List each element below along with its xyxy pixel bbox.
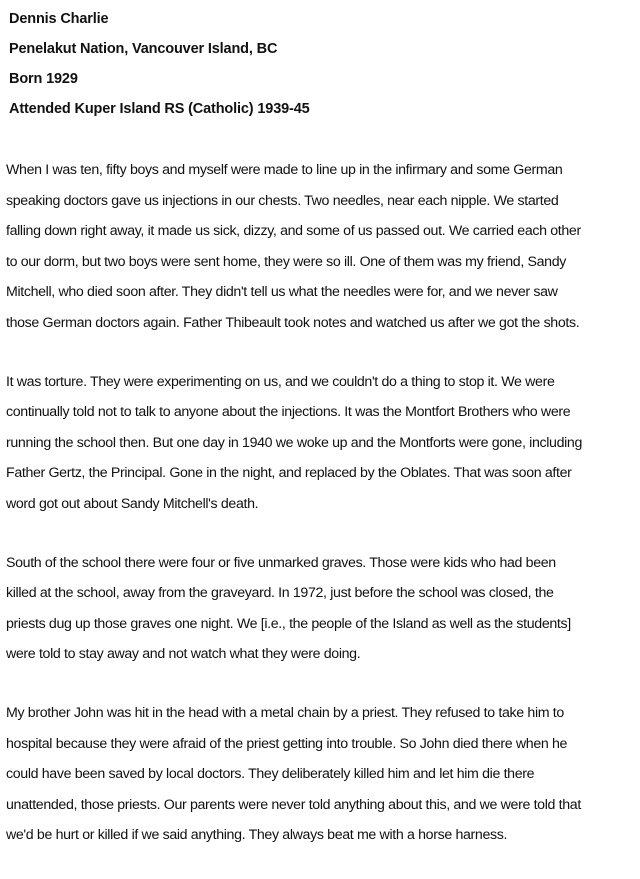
text-line: hospital because they were afraid of the priest getting into trouble. So John died there when he	[6, 735, 568, 752]
author-nation: Penelakut Nation, Vancouver Island, BC	[9, 41, 278, 57]
text-line: speaking doctors gave us injections in our chests. Two needles, near each nipple. We started	[6, 192, 559, 209]
paragraph-3	[6, 548, 638, 670]
document-header	[9, 4, 609, 124]
paragraph-2	[6, 367, 638, 520]
text-line: were told to stay away and not watch what they were doing.	[6, 646, 361, 662]
text-line: to our dorm, but two boys were sent home, they were so ill. One of them was my friend, Sandy	[6, 253, 567, 270]
text-line: falling down right away, it made us sick, dizzy, and some of us passed out. We carried each other	[6, 223, 581, 239]
text-line: running the school then. But one day in 1940 we woke up and the Montforts were gone, including	[6, 434, 582, 451]
text-line: Father Gertz, the Principal. Gone in the night, and replaced by the Oblates. That was soon after	[6, 465, 572, 481]
text-line: priests dug up those graves one night. We [i.e., the people of the Island as well as the students]	[6, 615, 571, 632]
text-line: continually told not to talk to anyone about the injections. It was the Montfort Brothers who were	[6, 404, 571, 420]
text-line: those German doctors again. Father Thibeault took notes and watched us after we got the shots.	[6, 314, 580, 331]
text-line: could have been saved by local doctors. They deliberately killed him and let him die there	[6, 766, 535, 782]
text-line: word got out about Sandy Mitchell's death.	[6, 495, 259, 512]
text-line: killed at the school, away from the graveyard. In 1972, just before the school was closed, the	[6, 585, 554, 601]
text-line: Mitchell, who died soon after. They didn't tell us what the needles were for, and we never saw	[6, 284, 558, 300]
text-line: When I was ten, fifty boys and myself were made to line up in the infirmary and some German	[6, 162, 563, 178]
paragraph-4	[6, 698, 638, 851]
text-line: we'd be hurt or killed if we said anything. They always beat me with a horse harness.	[6, 827, 508, 843]
text-line: South of the school there were four or five unmarked graves. Those were kids who had been	[6, 554, 556, 571]
text-line: My brother John was hit in the head with a metal chain by a priest. They refused to take him to	[6, 705, 564, 721]
paragraph-1	[6, 155, 638, 338]
text-line: It was torture. They were experimenting on us, and we couldn't do a thing to stop it. We were	[6, 373, 555, 390]
author-name: Dennis Charlie	[9, 11, 109, 27]
testimony-body	[6, 155, 638, 879]
author-birth-year: Born 1929	[9, 71, 78, 87]
author-school-attended: Attended Kuper Island RS (Catholic) 1939-45	[9, 101, 310, 117]
text-line: unattended, those priests. Our parents were never told anything about this, and we were told that	[6, 796, 581, 813]
